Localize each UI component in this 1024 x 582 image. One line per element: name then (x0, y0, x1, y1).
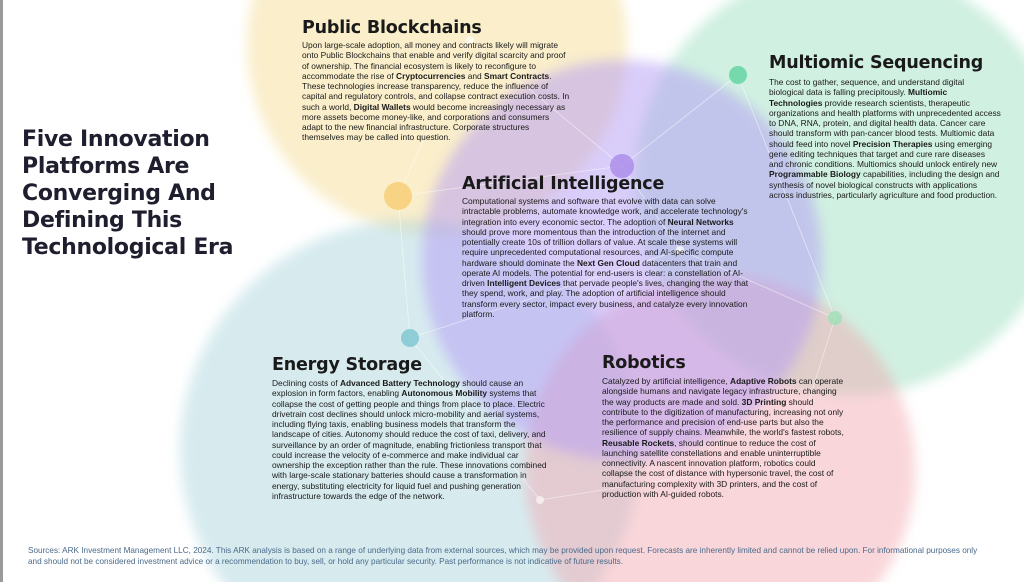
highlighted-term: Smart Contracts (484, 70, 550, 81)
highlighted-term: Next Gen Cloud (577, 257, 640, 268)
node-blockchain (384, 182, 412, 210)
highlighted-term: Adaptive Robots (730, 376, 797, 386)
platform-description: The cost to gather, sequence, and understand digital biological data is falling precipitously. Multiomic Technologies provide research scientists, therapeutic organizations and health platforms with unprecedented access to DNA, RNA, protein, and digital health data. Cancer care should transform with pan-cancer blood tests. Multiomic data should feed into novel Precision Therapies using emerging gene editing techniques that target and cure rare diseases and chronic conditions. Multiomics should unlock entirely new Programmable Biology capabilities, including the design and synthesis of novel biological constructs with applications across industries, particularly agriculture and food production. (769, 77, 1001, 200)
platform-title: Energy Storage (272, 355, 422, 375)
platform-description: Declining costs of Advanced Battery Technology should cause an explosion in form factors, enabling Autonomous Mobility systems that collapse the cost of getting people and things from place to place. Electric drivetrain cost declines should unlock micro-mobility and aerial systems, including flying taxis, enabling business models that transform the landscape of cities. Autonomy should reduce the cost of taxi, delivery, and surveillance by an order of magnitude, enabling frictionless transport that could increase the velocity of e-commerce and make individual car ownership the exception rather than the rule. These innovations combined with large-scale stationary batteries should cause a transformation in energy, substituting electricity for liquid fuel and pushing generation infrastructure towards the edge of the network. (272, 378, 547, 501)
platform-description: Computational systems and software that evolve with data can solve intractable problems, automate knowledge work, and accelerate technology's integration into every economic sector. The adoption of Neural Networks should prove more momentous than the introduction of the internet and potentially create 10s of trillion dollars of value. At scale these systems will require unprecedented computational resources, and AI-specific compute hardware should dominate the Next Gen Cloud datacenters that train and operate AI models. The potential for end-users is clear: a constellation of AI-driven Intelligent Devices that pervade people's lives, changing the way that they spend, work, and play. The adoption of artificial intelligence should transform every sector, impact every business, and catalyze every innovation platform. (462, 196, 749, 319)
sources-disclaimer: Sources: ARK Investment Management LLC, 2024. This ARK analysis is based on a range of underlying data from external sources, which may be provided upon request. Forecasts are inherently limited and cannot be relied upon. For informational purposes only and should not be considered investment advice or a recommendation to buy, sell, or hold any particular security. Past performance is not indicative of future results. (28, 546, 978, 566)
highlighted-term: Digital Wallets (353, 101, 411, 112)
highlighted-term: Reusable Rockets (602, 437, 675, 448)
platform-title: Public Blockchains (302, 18, 482, 38)
highlighted-term: Neural Networks (667, 216, 734, 227)
platform-multiomic-sequencing (769, 53, 1001, 200)
highlighted-term: 3D Printing (741, 396, 787, 407)
highlighted-term: Autonomous Mobility (401, 388, 488, 399)
node-energy (401, 329, 419, 347)
page-title: Five Innovation Platforms Are Converging And Defining This Technological Era (22, 127, 234, 260)
highlighted-term: Advanced Battery Technology (339, 378, 460, 388)
platform-description: Catalyzed by artificial intelligence, Adaptive Robots can operate alongside humans and navigate legacy infrastructure, changing the way products are made and sold. 3D Printing should contribute to the digitization of manufacturing, increasing not only the performance and precision of end-use parts but also the resilience of supply chains. Meanwhile, the world's fastest robots, Reusable Rockets, should continue to reduce the cost of launching satellite constellations and enable uninterruptible connectivity. A nascent innovation platform, robotics could collapse the cost of distance with hypersonic travel, the cost of manufacturing complexity with 3D printers, and the cost of production with AI-guided robots. (602, 376, 844, 499)
highlighted-term: Cryptocurrencies (396, 70, 466, 81)
platform-artificial-intelligence (462, 174, 754, 319)
platform-title: Robotics (602, 353, 686, 373)
platform-description: Upon large-scale adoption, all money and contracts likely will migrate onto Public Blockchains that enable and verify digital scarcity and proof of ownership. The financial ecosystem is likely to reconfigure to accommodate the rise of Cryptocurrencies and Smart Contracts. These technologies increase transparency, reduce the influence of capital and regulatory controls, and collapse contract execution costs. In such a world, Digital Wallets would become increasingly necessary as more assets become money-like, and corporations and consumers adapt to the new financial infrastructure. Corporate structures themselves may be called into question. (302, 40, 570, 143)
highlighted-term: Multiomic Technologies (769, 87, 948, 108)
node-robotics (828, 311, 842, 325)
node-multiomic (729, 66, 747, 84)
platform-title: Multiomic Sequencing (769, 53, 984, 73)
highlighted-term: Programmable Biology (769, 169, 861, 180)
platform-title: Artificial Intelligence (462, 174, 665, 194)
highlighted-term: Intelligent Devices (487, 278, 561, 288)
platform-robotics (602, 353, 846, 499)
highlighted-term: Precision Therapies (852, 138, 933, 149)
platform-public-blockchains (302, 18, 570, 143)
platform-energy-storage (272, 355, 548, 501)
